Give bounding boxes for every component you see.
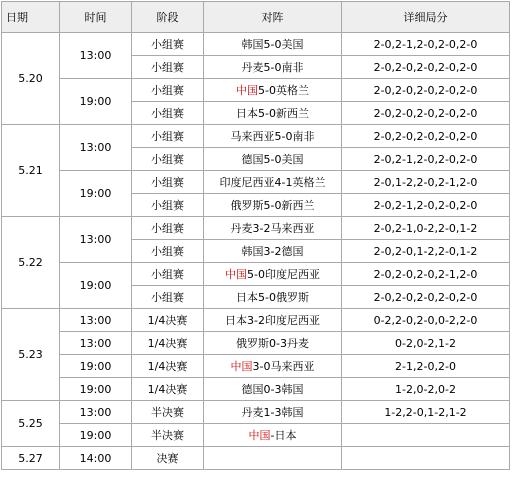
table-row	[2, 217, 510, 240]
detail-score-cell: 2-0,2-0,2-0,2-0,2-0	[342, 286, 510, 309]
match-cell	[204, 263, 342, 286]
table-row	[2, 309, 510, 332]
table-row	[2, 355, 510, 378]
header-time: 时间	[60, 2, 132, 33]
detail-score-cell: 2-0,1-2,2-0,2-1,2-0	[342, 171, 510, 194]
team-home: 中国	[248, 429, 271, 442]
detail-score-cell	[342, 447, 510, 470]
header-detail-scores: 详细局分	[342, 2, 510, 33]
time-cell: 13:00	[60, 309, 132, 332]
team-away: 日本	[274, 429, 297, 442]
time-cell: 13:00	[60, 125, 132, 171]
stage-cell: 小组赛	[132, 33, 204, 56]
detail-score-cell: 2-0,2-0,2-0,2-1,2-0	[342, 263, 510, 286]
match-cell	[204, 355, 342, 378]
detail-score-cell: 2-0,2-1,2-0,2-0,2-0	[342, 148, 510, 171]
time-cell: 19:00	[60, 263, 132, 309]
stage-cell: 小组赛	[132, 79, 204, 102]
team-away: 马来西亚	[270, 222, 315, 235]
date-cell: 5.27	[2, 447, 60, 470]
time-cell: 13:00	[60, 33, 132, 79]
date-cell: 5.20	[2, 33, 60, 125]
stage-cell: 小组赛	[132, 148, 204, 171]
match-score: 5-0	[247, 268, 265, 281]
match-score: 5-0	[263, 153, 282, 166]
detail-score-cell: 2-0,2-0,2-0,2-0,2-0	[342, 56, 510, 79]
match-cell	[204, 79, 342, 102]
stage-cell: 小组赛	[132, 217, 204, 240]
team-away: 南非	[292, 130, 315, 143]
table-row	[2, 171, 510, 194]
header-row	[2, 2, 510, 33]
match-score: 3-0	[252, 360, 271, 373]
team-home: 中国	[230, 360, 253, 373]
match-cell	[204, 102, 342, 125]
team-home: 马来西亚	[230, 130, 275, 143]
match-cell	[204, 171, 342, 194]
table-row	[2, 33, 510, 56]
table-row	[2, 378, 510, 401]
team-away: 韩国	[281, 406, 304, 419]
match-cell	[204, 447, 342, 470]
stage-cell: 1/4决赛	[132, 378, 204, 401]
header-date: 日期	[2, 2, 60, 33]
match-cell	[204, 125, 342, 148]
detail-score-cell: 1-2,2-0,1-2,1-2	[342, 401, 510, 424]
header-match: 对阵	[204, 2, 342, 33]
stage-cell: 半决赛	[132, 401, 204, 424]
team-home: 俄罗斯	[236, 337, 270, 350]
team-away: 马来西亚	[270, 360, 315, 373]
date-cell: 5.23	[2, 309, 60, 401]
team-home: 日本	[225, 314, 248, 327]
team-home: 俄罗斯	[230, 199, 264, 212]
match-cell	[204, 56, 342, 79]
team-home: 丹麦	[241, 61, 264, 74]
stage-cell: 1/4决赛	[132, 309, 204, 332]
stage-cell: 小组赛	[132, 171, 204, 194]
match-score: 5-0	[263, 61, 282, 74]
detail-score-cell: 2-0,2-0,2-0,2-0,2-0	[342, 125, 510, 148]
team-away: 印度尼西亚	[264, 268, 320, 281]
match-cell	[204, 148, 342, 171]
team-away: 英格兰	[275, 84, 309, 97]
match-score: 4-1	[274, 176, 293, 189]
table-row	[2, 424, 510, 447]
table-row	[2, 332, 510, 355]
team-home: 中国	[225, 268, 248, 281]
team-home: 德国	[241, 383, 264, 396]
table-row	[2, 447, 510, 470]
detail-score-cell: 1-2,0-2,0-2	[342, 378, 510, 401]
detail-score-cell: 2-0,2-0,2-0,2-0,2-0	[342, 79, 510, 102]
team-home: 日本	[236, 107, 259, 120]
match-score: 5-0	[263, 38, 282, 51]
detail-score-cell: 0-2,2-0,2-0,0-2,2-0	[342, 309, 510, 332]
match-cell	[204, 217, 342, 240]
match-score: 5-0	[258, 84, 276, 97]
detail-score-cell: 2-0,2-0,1-2,2-0,1-2	[342, 240, 510, 263]
time-cell: 19:00	[60, 424, 132, 447]
team-away: 新西兰	[281, 199, 315, 212]
match-cell	[204, 286, 342, 309]
match-score: -	[270, 429, 275, 442]
team-home: 德国	[241, 153, 264, 166]
match-cell	[204, 424, 342, 447]
date-cell: 5.22	[2, 217, 60, 309]
match-score: 3-2	[263, 245, 282, 258]
match-cell	[204, 309, 342, 332]
stage-cell: 小组赛	[132, 125, 204, 148]
team-away: 韩国	[281, 383, 304, 396]
table-row	[2, 401, 510, 424]
stage-cell: 小组赛	[132, 102, 204, 125]
detail-score-cell: 2-0,2-1,2-0,2-0,2-0	[342, 33, 510, 56]
stage-cell: 小组赛	[132, 286, 204, 309]
team-home: 丹麦	[241, 406, 264, 419]
match-score: 3-2	[252, 222, 271, 235]
team-home: 韩国	[241, 245, 264, 258]
time-cell: 19:00	[60, 79, 132, 125]
match-score: 0-3	[263, 383, 282, 396]
table-row	[2, 125, 510, 148]
match-schedule-table	[1, 1, 510, 470]
detail-score-cell: 2-0,2-1,2-0,2-0,2-0	[342, 194, 510, 217]
date-cell: 5.21	[2, 125, 60, 217]
team-away: 美国	[281, 153, 304, 166]
time-cell: 13:00	[60, 332, 132, 355]
team-home: 韩国	[241, 38, 264, 51]
match-cell	[204, 401, 342, 424]
team-away: 新西兰	[275, 107, 309, 120]
team-away: 南非	[281, 61, 304, 74]
detail-score-cell: 2-0,2-0,2-0,2-0,2-0	[342, 102, 510, 125]
stage-cell: 小组赛	[132, 240, 204, 263]
stage-cell: 小组赛	[132, 194, 204, 217]
time-cell: 19:00	[60, 171, 132, 217]
match-cell	[204, 332, 342, 355]
match-score: 5-0	[258, 107, 276, 120]
table-row	[2, 263, 510, 286]
header-stage: 阶段	[132, 2, 204, 33]
stage-cell: 决赛	[132, 447, 204, 470]
team-away: 俄罗斯	[275, 291, 309, 304]
detail-score-cell	[342, 424, 510, 447]
date-cell: 5.25	[2, 401, 60, 447]
team-home: 中国	[236, 84, 259, 97]
match-score: 0-3	[269, 337, 287, 350]
time-cell: 14:00	[60, 447, 132, 470]
team-away: 丹麦	[286, 337, 309, 350]
team-away: 德国	[281, 245, 304, 258]
stage-cell: 1/4决赛	[132, 332, 204, 355]
match-cell	[204, 378, 342, 401]
team-away: 美国	[281, 38, 304, 51]
detail-score-cell: 2-1,2-0,2-0	[342, 355, 510, 378]
match-cell	[204, 194, 342, 217]
time-cell: 13:00	[60, 401, 132, 424]
match-score: 5-0	[274, 130, 293, 143]
match-score: 5-0	[263, 199, 282, 212]
team-home: 丹麦	[230, 222, 253, 235]
time-cell: 13:00	[60, 217, 132, 263]
team-home: 印度尼西亚	[219, 176, 275, 189]
stage-cell: 半决赛	[132, 424, 204, 447]
team-away: 印度尼西亚	[264, 314, 320, 327]
match-cell	[204, 33, 342, 56]
team-away: 英格兰	[292, 176, 326, 189]
stage-cell: 1/4决赛	[132, 355, 204, 378]
time-cell: 19:00	[60, 378, 132, 401]
team-home: 日本	[236, 291, 259, 304]
table-row	[2, 79, 510, 102]
match-score: 5-0	[258, 291, 276, 304]
match-score: 3-2	[247, 314, 265, 327]
stage-cell: 小组赛	[132, 56, 204, 79]
detail-score-cell: 0-2,0-2,1-2	[342, 332, 510, 355]
stage-cell: 小组赛	[132, 263, 204, 286]
match-cell	[204, 240, 342, 263]
time-cell: 19:00	[60, 355, 132, 378]
match-score: 1-3	[263, 406, 282, 419]
detail-score-cell: 2-0,2-1,0-2,2-0,1-2	[342, 217, 510, 240]
